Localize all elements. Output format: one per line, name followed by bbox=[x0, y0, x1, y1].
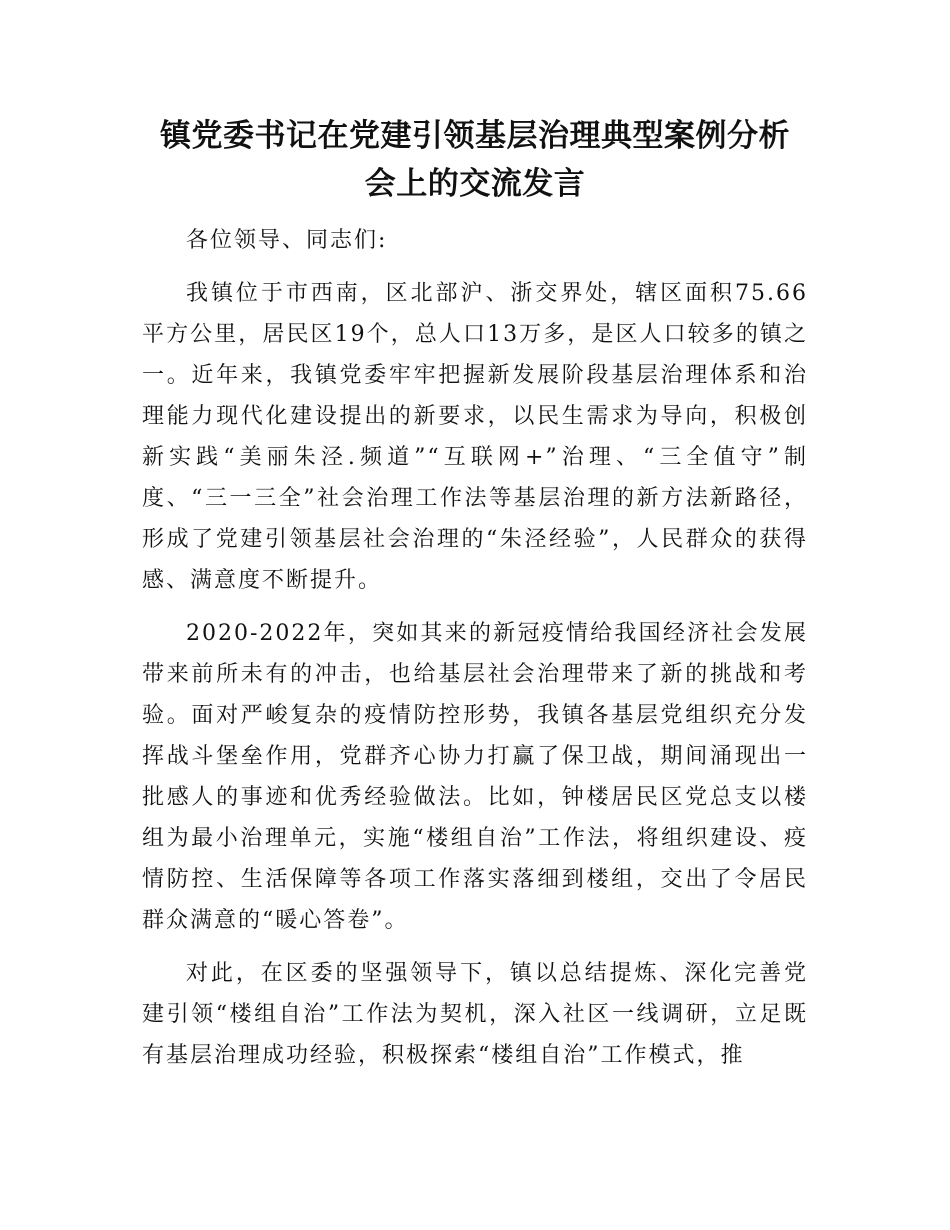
paragraph-2: 2020-2022年，突如其来的新冠疫情给我国经济社会发展带来前所未有的冲击，也给基层社会治理带来了新的挑战和考验。面对严峻复杂的疫情防控形势，我镇各基层党组织充分发挥战斗堡垒作用，党群齐心协力打赢了保卫战，期间涌现出一批感人的事迹和优秀经验做法。比如，钟楼居民区党总支以楼组为最小治理单元，实施“楼组自治”工作法，将组织建设、疫情防控、生活保障等各项工作落实落细到楼组，交出了令居民群众满意的“暖心答卷”。 bbox=[142, 621, 808, 933]
title-line-1: 镇党委书记在党建引领基层治理典型案例分析 bbox=[160, 118, 790, 154]
paragraph-1: 我镇位于市西南，区北部沪、浙交界处，辖区面积75.66平方公里，居民区19个，总人口13万多，是区人口较多的镇之一。近年来，我镇党委牢牢把握新发展阶段基层治理体系和治理能力现代化建设提出的新要求，以民生需求为导向，积极创新实践“美丽朱泾.频道”“互联网+”治理、“三全值守”制度、“三一三全”社会治理工作法等基层治理的新方法新路径，形成了党建引领基层社会治理的“朱泾经验”，人民群众的获得感、满意度不断提升。 bbox=[142, 281, 808, 593]
document-body bbox=[142, 220, 808, 1076]
document-title bbox=[142, 112, 808, 208]
paragraph-3: 对此，在区委的坚强领导下，镇以总结提炼、深化完善党建引领“楼组自治”工作法为契机，深入社区一线调研，立足既有基层治理成功经验，积极探索“楼组自治”工作模式，推 bbox=[142, 961, 808, 1068]
salutation: 各位领导、同志们: bbox=[186, 228, 388, 253]
title-line-2: 会上的交流发言 bbox=[364, 166, 586, 202]
